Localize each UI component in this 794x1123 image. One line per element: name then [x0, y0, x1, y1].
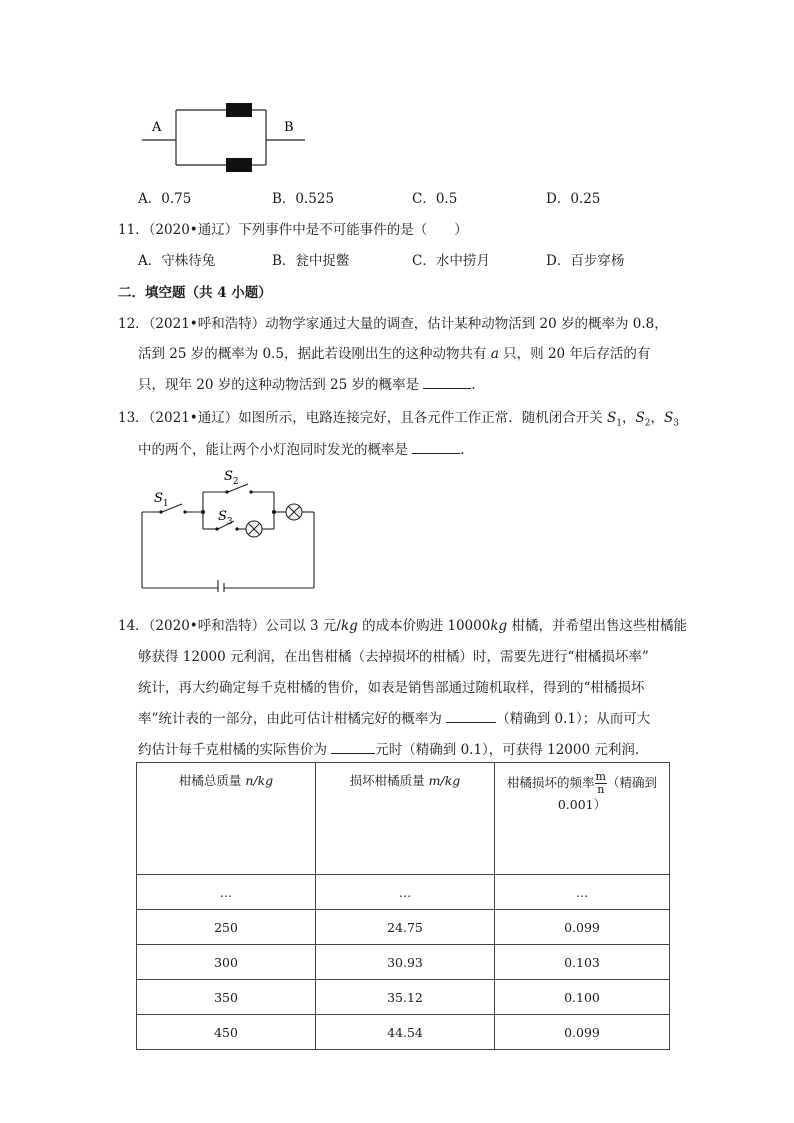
header-m: m	[428, 773, 441, 788]
header-precision-a: （精确到	[606, 775, 657, 791]
switch-circuit-figure	[130, 466, 326, 592]
q11-option-c: C．水中捞月	[412, 253, 490, 269]
switch-s1-label: $S_1$	[154, 491, 169, 509]
q11-stem: 11．（2020•通辽）下列事件中是不可能事件的是（ ）	[118, 222, 468, 238]
table-cell: 30.93	[316, 945, 495, 980]
switch-s2-label: $S_2$	[224, 469, 239, 487]
header-precision-b: 0.001）	[557, 797, 607, 813]
q13-line2	[138, 438, 465, 458]
q14-answer-blank-2[interactable]	[331, 739, 375, 754]
header-rate-text: 柑橘损坏的频率	[507, 775, 595, 791]
q13-answer-blank[interactable]	[412, 439, 460, 454]
header-fraction	[595, 771, 607, 796]
q14-l5-a: 约估计每千克柑橘的实际售价为	[138, 742, 332, 758]
header-unit-2: /kg	[440, 773, 461, 788]
header-damaged-mass-text: 损坏柑橘质量	[349, 773, 429, 788]
table-cell: 250	[137, 910, 316, 945]
table-cell: 0.099	[495, 1015, 670, 1050]
q14-line3: 统计，再大约确定每千克柑橘的售价，如表是销售部通过随机取样，得到的“柑橘损坏	[138, 680, 645, 696]
q10-option-c: C．0.5	[412, 191, 458, 207]
q12-line2	[138, 342, 650, 362]
table-cell: …	[316, 875, 495, 910]
q14-kg-2: kg	[490, 618, 508, 634]
q13-end: .	[460, 442, 465, 458]
header-total-mass	[137, 763, 316, 875]
header-damage-rate	[495, 763, 670, 875]
q12-answer-blank[interactable]	[423, 374, 471, 389]
q13-s1: S	[607, 410, 617, 426]
q12-var-a: a	[490, 346, 499, 362]
table-cell: 300	[137, 945, 316, 980]
label-b: B	[284, 120, 294, 135]
orange-damage-table	[136, 762, 670, 1050]
label-a: A	[152, 120, 162, 135]
q14-answer-blank-1[interactable]	[446, 708, 496, 723]
q14-line5	[138, 738, 639, 758]
q13-s2-sub: 2	[644, 418, 651, 429]
table-cell: …	[495, 875, 670, 910]
fraction-den: n	[597, 783, 605, 797]
table-cell: 450	[137, 1015, 316, 1050]
header-n: n	[245, 773, 254, 788]
table-cell: 24.75	[316, 910, 495, 945]
q13-s1-sub: 1	[616, 418, 623, 429]
q12-line1: 12．（2021•呼和浩特）动物学家通过大量的调查，估计某种动物活到 20 岁的概率为 0.8，	[118, 316, 668, 332]
q12-line3	[138, 373, 476, 393]
q14-l1-b: 的成本价购进 10000	[357, 618, 491, 634]
q14-line2: 够获得 12000 元利润，在出售柑橘（去掉损坏的柑橘）时，需要先进行“柑橘损坏率”	[138, 649, 649, 665]
component-top	[226, 103, 252, 117]
q14-l1-a: 14．（2020•呼和浩特）公司以 3 元/	[118, 618, 341, 634]
q11-option-a: A．守株待兔	[138, 253, 216, 269]
table-cell: …	[137, 875, 316, 910]
q10-option-d: D．0.25	[546, 191, 601, 207]
table-cell: 35.12	[316, 980, 495, 1015]
q13-s3-sub: 3	[673, 418, 679, 429]
table-cell: 44.54	[316, 1015, 495, 1050]
table-cell: 0.100	[495, 980, 670, 1015]
bulb-icon-right	[286, 504, 302, 520]
q12-line2-text-b: 只，则 20 年后存活的有	[498, 346, 651, 362]
table-cell: 350	[137, 980, 316, 1015]
q12-line2-text-a: 活到 25 岁的概率为 0.5，据此若设刚出生的这种动物共有	[138, 346, 491, 362]
q14-kg-1: kg	[340, 618, 358, 634]
header-total-mass-text: 柑橘总质量	[178, 773, 246, 788]
table-cell: 0.103	[495, 945, 670, 980]
q14-line4	[138, 707, 650, 727]
fraction-num: m	[595, 770, 606, 783]
table-row	[137, 980, 670, 1015]
table-header-row	[137, 763, 670, 875]
q11-option-b: B．瓮中捉鳖	[272, 253, 350, 269]
q11-option-d: D．百步穿杨	[546, 253, 625, 269]
table-row	[137, 875, 670, 910]
component-bottom	[226, 158, 252, 172]
q10-option-b: B．0.525	[272, 191, 335, 207]
q13-line2-text: 中的两个，能让两个小灯泡同时发光的概率是	[138, 442, 413, 458]
q13-s3: S	[664, 410, 674, 426]
q13-line1-text: 13．（2021•通辽）如图所示，电路连接完好，且各元件工作正常．随机闭合开关	[118, 410, 608, 426]
header-damaged-mass	[316, 763, 495, 875]
q14-l4-a: 率”统计表的一部分，由此可估计柑橘完好的概率为	[138, 711, 447, 727]
bulb-icon-lower	[246, 521, 262, 537]
q13-s2: S	[635, 410, 645, 426]
q14-l5-b: 元时（精确到 0.1），可获得 12000 元利润.	[375, 742, 640, 758]
table-row	[137, 910, 670, 945]
parallel-circuit-figure	[140, 98, 310, 174]
q12-end: .	[471, 377, 476, 393]
switch-s3-label: $S_3$	[218, 509, 233, 527]
q13-line1: 13．（2021•通辽）如图所示，电路连接完好，且各元件工作正常．随机闭合开关 $S_1$，$S_2$，$S_3$	[118, 410, 679, 429]
table-row	[137, 945, 670, 980]
q10-option-a: A．0.75	[138, 191, 192, 207]
header-unit-1: /kg	[253, 773, 274, 788]
q12-line3-text: 只，现年 20 岁的这种动物活到 25 岁的概率是	[138, 377, 424, 393]
q14-l4-b: （精确到 0.1）；从而可大	[496, 711, 651, 727]
section-title: 二．填空题（共 4 小题）	[118, 285, 272, 301]
table-cell: 0.099	[495, 910, 670, 945]
table-row	[137, 1015, 670, 1050]
q14-l1-c: 柑橘，并希望出售这些柑橘能	[507, 618, 687, 634]
q14-line1	[118, 614, 687, 634]
